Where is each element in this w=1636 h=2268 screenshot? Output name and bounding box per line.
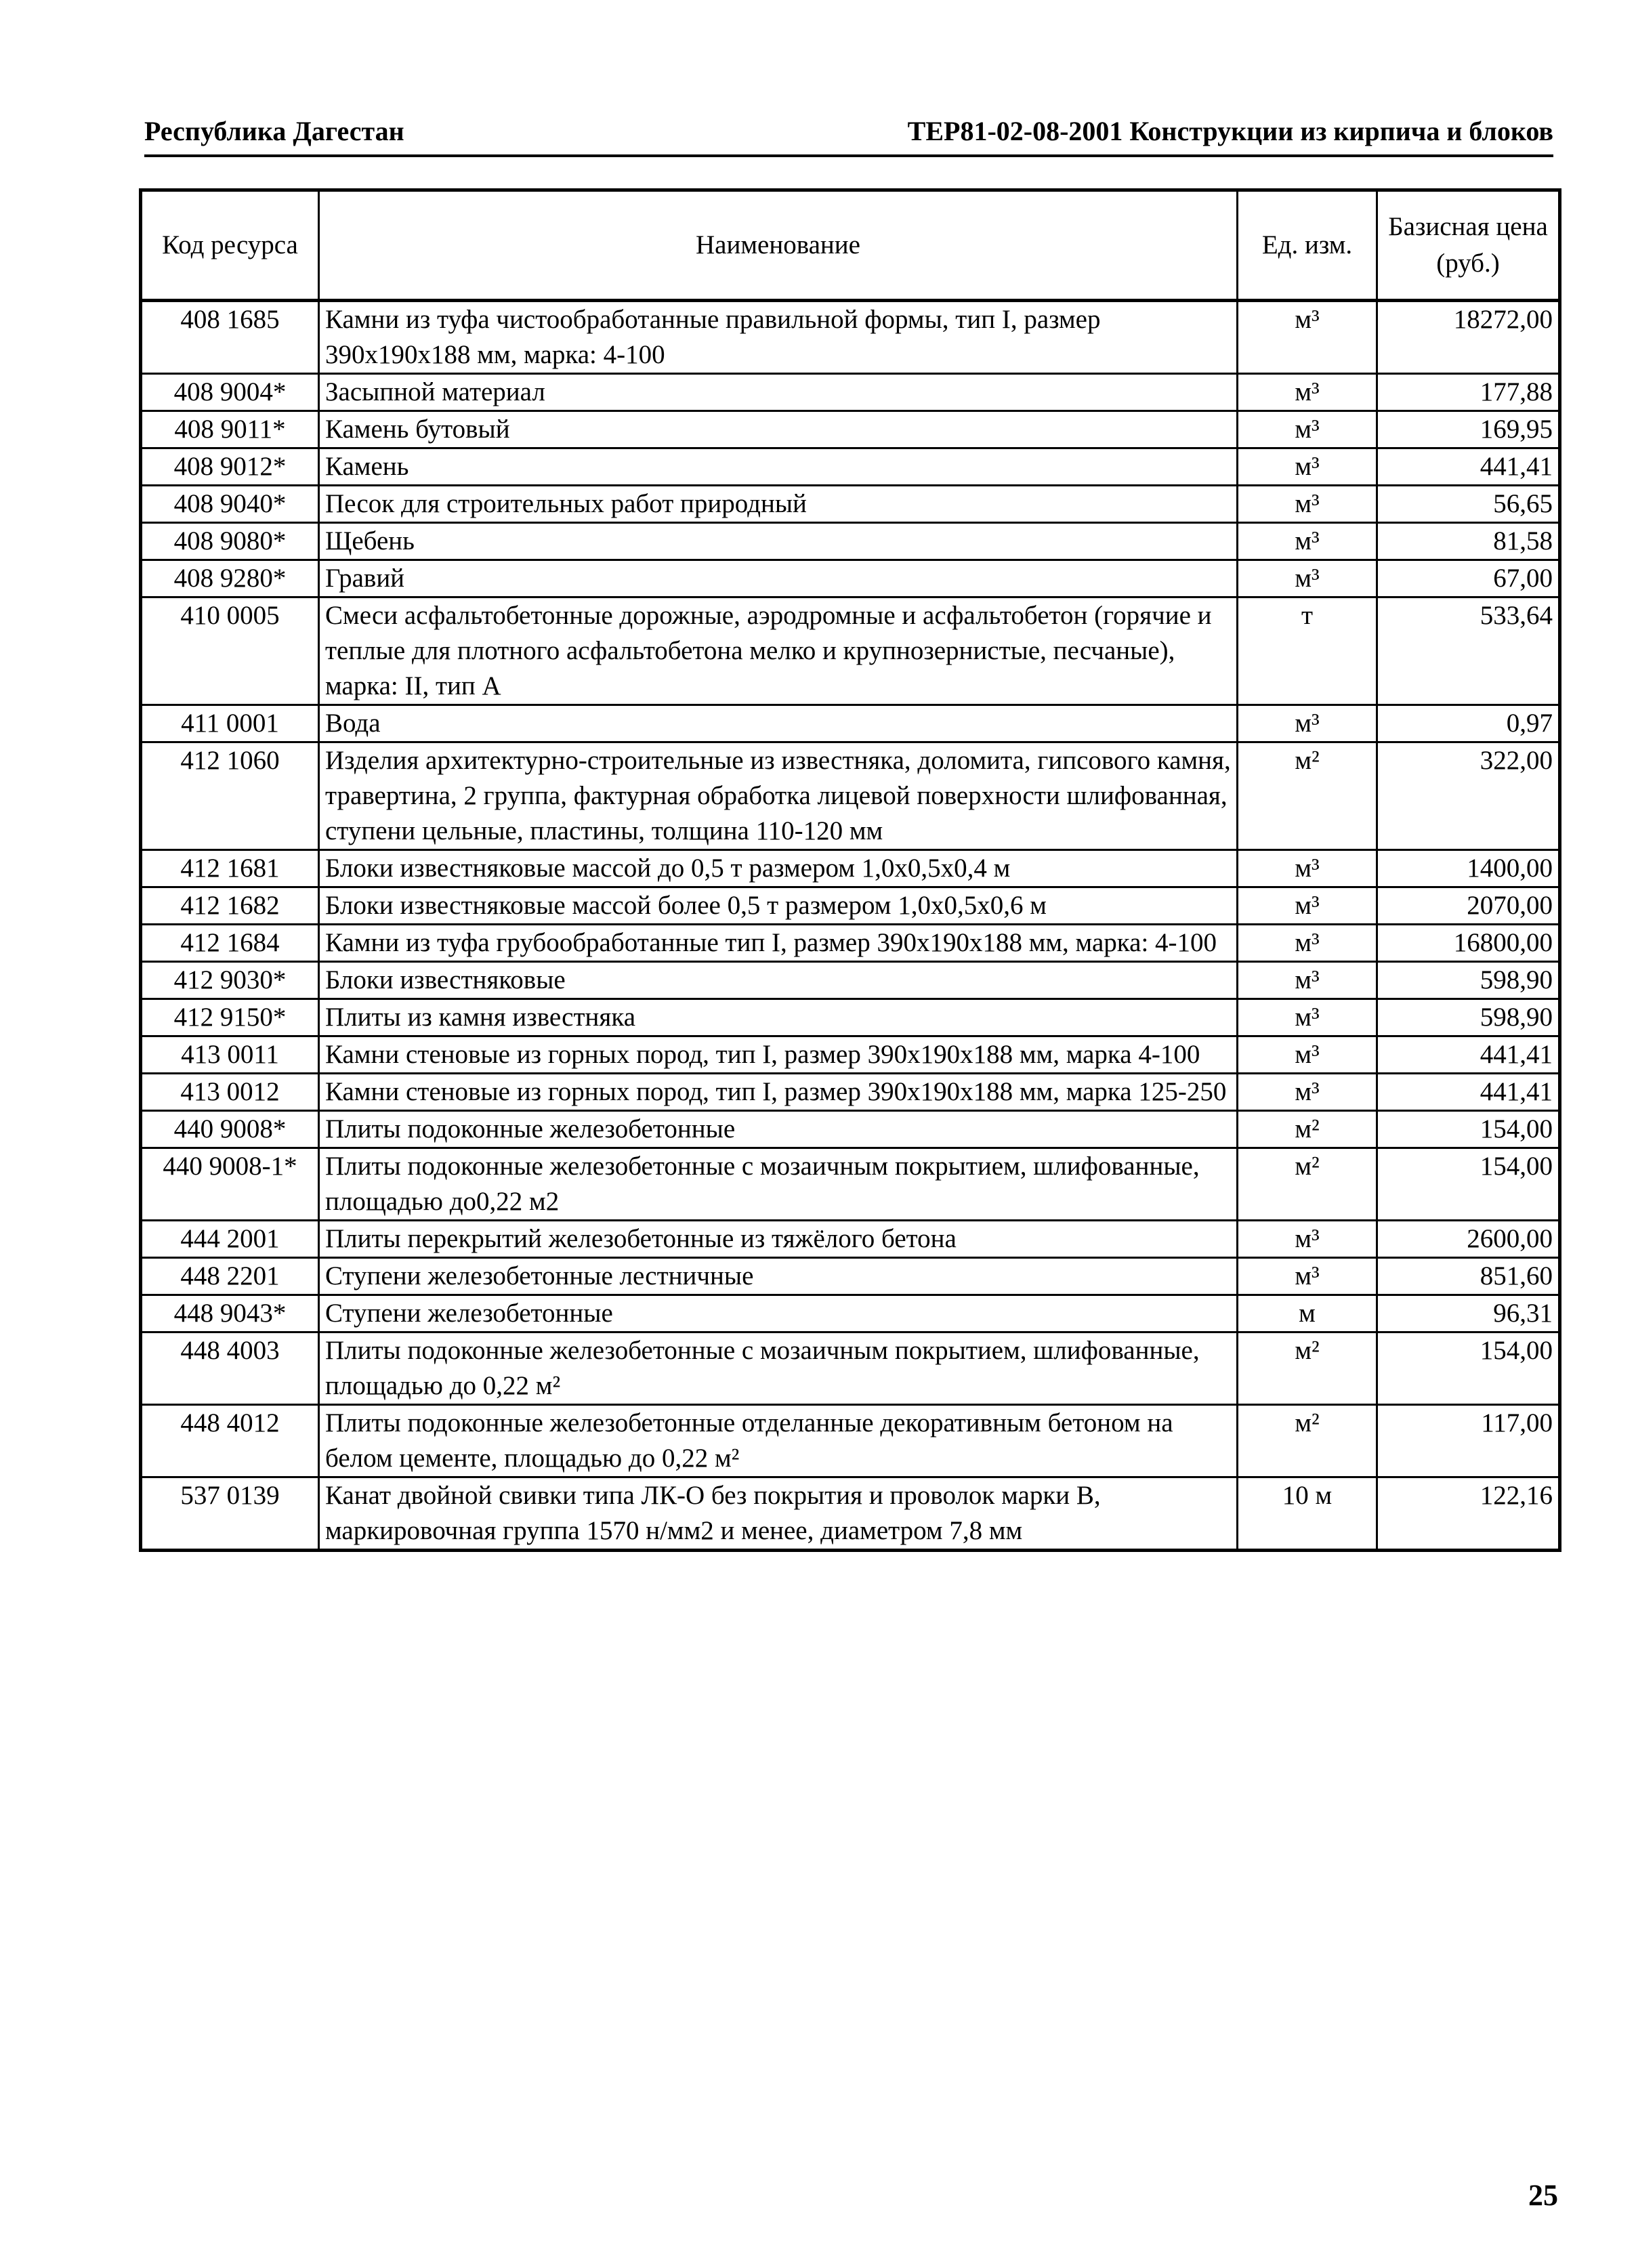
resource-name-cell: Плиты из камня известняка <box>319 999 1238 1036</box>
resource-name-cell: Вода <box>319 705 1238 742</box>
table-row <box>141 374 1560 411</box>
unit-cell: м³ <box>1238 962 1377 999</box>
price-cell: 117,00 <box>1377 1405 1560 1477</box>
price-cell: 154,00 <box>1377 1148 1560 1221</box>
unit-cell: м² <box>1238 1111 1377 1148</box>
table-row <box>141 1111 1560 1148</box>
price-cell: 598,90 <box>1377 962 1560 999</box>
price-cell: 441,41 <box>1377 448 1560 486</box>
resource-name-cell: Камни стеновые из горных пород, тип I, размер 390x190x188 мм, марка 125-250 <box>319 1074 1238 1111</box>
unit-cell: м³ <box>1238 448 1377 486</box>
unit-cell: м³ <box>1238 1036 1377 1074</box>
resource-code-cell: 412 9030* <box>141 962 319 999</box>
resource-name-cell: Плиты подоконные железобетонные с мозаичным покрытием, шлифованные, площадью до 0,22 м² <box>319 1332 1238 1405</box>
resource-code-cell: 448 9043* <box>141 1295 319 1332</box>
unit-cell: м³ <box>1238 301 1377 374</box>
resource-code-cell: 412 1060 <box>141 742 319 850</box>
price-cell: 81,58 <box>1377 523 1560 560</box>
resource-code-cell: 412 1682 <box>141 887 319 925</box>
unit-cell: м² <box>1238 1332 1377 1405</box>
table-row <box>141 1332 1560 1405</box>
resource-code-cell: 408 9040* <box>141 486 319 523</box>
unit-cell: м² <box>1238 742 1377 850</box>
resource-code-cell: 408 9080* <box>141 523 319 560</box>
unit-cell: м³ <box>1238 925 1377 962</box>
price-cell: 122,16 <box>1377 1477 1560 1551</box>
resource-code-cell: 440 9008* <box>141 1111 319 1148</box>
unit-cell: м³ <box>1238 1074 1377 1111</box>
unit-cell: м³ <box>1238 887 1377 925</box>
resource-name-cell: Ступени железобетонные лестничные <box>319 1258 1238 1295</box>
unit-cell: м³ <box>1238 560 1377 597</box>
price-cell: 322,00 <box>1377 742 1560 850</box>
resource-name-cell: Песок для строительных работ природный <box>319 486 1238 523</box>
unit-cell: м³ <box>1238 1258 1377 1295</box>
resource-name-cell: Плиты подоконные железобетонные <box>319 1111 1238 1148</box>
price-cell: 154,00 <box>1377 1332 1560 1405</box>
unit-cell: т <box>1238 597 1377 705</box>
table-row <box>141 486 1560 523</box>
table-row <box>141 1295 1560 1332</box>
resource-code-cell: 448 4012 <box>141 1405 319 1477</box>
price-cell: 177,88 <box>1377 374 1560 411</box>
resource-name-cell: Камни стеновые из горных пород, тип I, размер 390x190x188 мм, марка 4-100 <box>319 1036 1238 1074</box>
resource-code-cell: 440 9008-1* <box>141 1148 319 1221</box>
resource-name-cell: Блоки известняковые массой до 0,5 т размером 1,0x0,5x0,4 м <box>319 850 1238 887</box>
unit-cell: м³ <box>1238 1221 1377 1258</box>
price-cell: 598,90 <box>1377 999 1560 1036</box>
resource-name-cell: Камень <box>319 448 1238 486</box>
table-row <box>141 962 1560 999</box>
resource-code-cell: 408 9280* <box>141 560 319 597</box>
price-cell: 533,64 <box>1377 597 1560 705</box>
unit-cell: м³ <box>1238 411 1377 448</box>
page-number: 25 <box>1528 2179 1558 2212</box>
table-row <box>141 597 1560 705</box>
unit-cell: м³ <box>1238 486 1377 523</box>
column-header-price: Базисная цена (руб.) <box>1377 190 1560 301</box>
price-cell: 2600,00 <box>1377 1221 1560 1258</box>
resource-code-cell: 413 0011 <box>141 1036 319 1074</box>
price-cell: 154,00 <box>1377 1111 1560 1148</box>
resource-price-table <box>139 188 1561 1552</box>
price-cell: 56,65 <box>1377 486 1560 523</box>
table-row <box>141 301 1560 374</box>
resource-name-cell: Засыпной материал <box>319 374 1238 411</box>
resource-name-cell: Ступени железобетонные <box>319 1295 1238 1332</box>
unit-cell: м³ <box>1238 850 1377 887</box>
resource-code-cell: 537 0139 <box>141 1477 319 1551</box>
table-row <box>141 887 1560 925</box>
unit-cell: м² <box>1238 1148 1377 1221</box>
resource-code-cell: 408 9011* <box>141 411 319 448</box>
table-row <box>141 1221 1560 1258</box>
page-header <box>144 107 1553 157</box>
resource-name-cell: Канат двойной свивки типа ЛК-О без покрытия и проволок марки В, маркировочная группа 1570 н/мм2 и менее, диаметром 7,8 мм <box>319 1477 1238 1551</box>
unit-cell: м² <box>1238 1405 1377 1477</box>
price-cell: 851,60 <box>1377 1258 1560 1295</box>
resource-name-cell: Плиты подоконные железобетонные отделанные декоративным бетоном на белом цементе, площадью до 0,22 м² <box>319 1405 1238 1477</box>
table-row <box>141 448 1560 486</box>
table-row <box>141 1036 1560 1074</box>
resource-name-cell: Блоки известняковые <box>319 962 1238 999</box>
resource-name-cell: Изделия архитектурно-строительные из известняка, доломита, гипсового камня, травертина, 2 группа, фактурная обработка лицевой поверхности шлифованная, ступени цельные, пластины, толщина 110-120 мм <box>319 742 1238 850</box>
header-region: Республика Дагестан <box>144 115 404 146</box>
resource-name-cell: Камни из туфа грубообработанные тип I, размер 390x190x188 мм, марка: 4-100 <box>319 925 1238 962</box>
resource-code-cell: 408 9004* <box>141 374 319 411</box>
price-cell: 18272,00 <box>1377 301 1560 374</box>
resource-code-cell: 408 9012* <box>141 448 319 486</box>
price-cell: 169,95 <box>1377 411 1560 448</box>
resource-code-cell: 412 1684 <box>141 925 319 962</box>
resource-code-cell: 412 1681 <box>141 850 319 887</box>
table-row <box>141 1405 1560 1477</box>
resource-code-cell: 408 1685 <box>141 301 319 374</box>
resource-code-cell: 444 2001 <box>141 1221 319 1258</box>
unit-cell: м³ <box>1238 374 1377 411</box>
table-row <box>141 1258 1560 1295</box>
table-row <box>141 411 1560 448</box>
column-header-name: Наименование <box>319 190 1238 301</box>
resource-code-cell: 410 0005 <box>141 597 319 705</box>
table-row <box>141 1148 1560 1221</box>
table-header-row <box>141 190 1560 301</box>
price-cell: 67,00 <box>1377 560 1560 597</box>
resource-code-cell: 412 9150* <box>141 999 319 1036</box>
table-body <box>141 301 1560 1551</box>
table-row <box>141 850 1560 887</box>
header-document-title: ТЕР81-02-08-2001 Конструкции из кирпича и блоков <box>907 115 1553 146</box>
resource-code-cell: 411 0001 <box>141 705 319 742</box>
table-row <box>141 925 1560 962</box>
price-cell: 0,97 <box>1377 705 1560 742</box>
price-cell: 96,31 <box>1377 1295 1560 1332</box>
table-row <box>141 999 1560 1036</box>
resource-name-cell: Гравий <box>319 560 1238 597</box>
resource-name-cell: Камни из туфа чистообработанные правильной формы, тип I, размер 390x190x188 мм, марка: 4-100 <box>319 301 1238 374</box>
resource-name-cell: Плиты перекрытий железобетонные из тяжёлого бетона <box>319 1221 1238 1258</box>
resource-name-cell: Камень бутовый <box>319 411 1238 448</box>
unit-cell: 10 м <box>1238 1477 1377 1551</box>
column-header-unit: Ед. изм. <box>1238 190 1377 301</box>
table-row <box>141 1074 1560 1111</box>
price-cell: 16800,00 <box>1377 925 1560 962</box>
unit-cell: м³ <box>1238 999 1377 1036</box>
table-row <box>141 705 1560 742</box>
unit-cell: м³ <box>1238 705 1377 742</box>
resource-name-cell: Блоки известняковые массой более 0,5 т размером 1,0x0,5x0,6 м <box>319 887 1238 925</box>
unit-cell: м <box>1238 1295 1377 1332</box>
resource-code-cell: 448 2201 <box>141 1258 319 1295</box>
price-cell: 441,41 <box>1377 1036 1560 1074</box>
table-row <box>141 523 1560 560</box>
price-cell: 1400,00 <box>1377 850 1560 887</box>
table-row <box>141 560 1560 597</box>
resource-code-cell: 448 4003 <box>141 1332 319 1405</box>
unit-cell: м³ <box>1238 523 1377 560</box>
table-row <box>141 1477 1560 1551</box>
table-row <box>141 742 1560 850</box>
price-cell: 441,41 <box>1377 1074 1560 1111</box>
resource-name-cell: Смеси асфальтобетонные дорожные, аэродромные и асфальтобетон (горячие и теплые для плотного асфальтобетона мелко и крупнозернистые, песчаные), марка: II, тип А <box>319 597 1238 705</box>
column-header-code: Код ресурса <box>141 190 319 301</box>
resource-name-cell: Щебень <box>319 523 1238 560</box>
resource-code-cell: 413 0012 <box>141 1074 319 1111</box>
price-cell: 2070,00 <box>1377 887 1560 925</box>
resource-name-cell: Плиты подоконные железобетонные с мозаичным покрытием, шлифованные, площадью до0,22 м2 <box>319 1148 1238 1221</box>
